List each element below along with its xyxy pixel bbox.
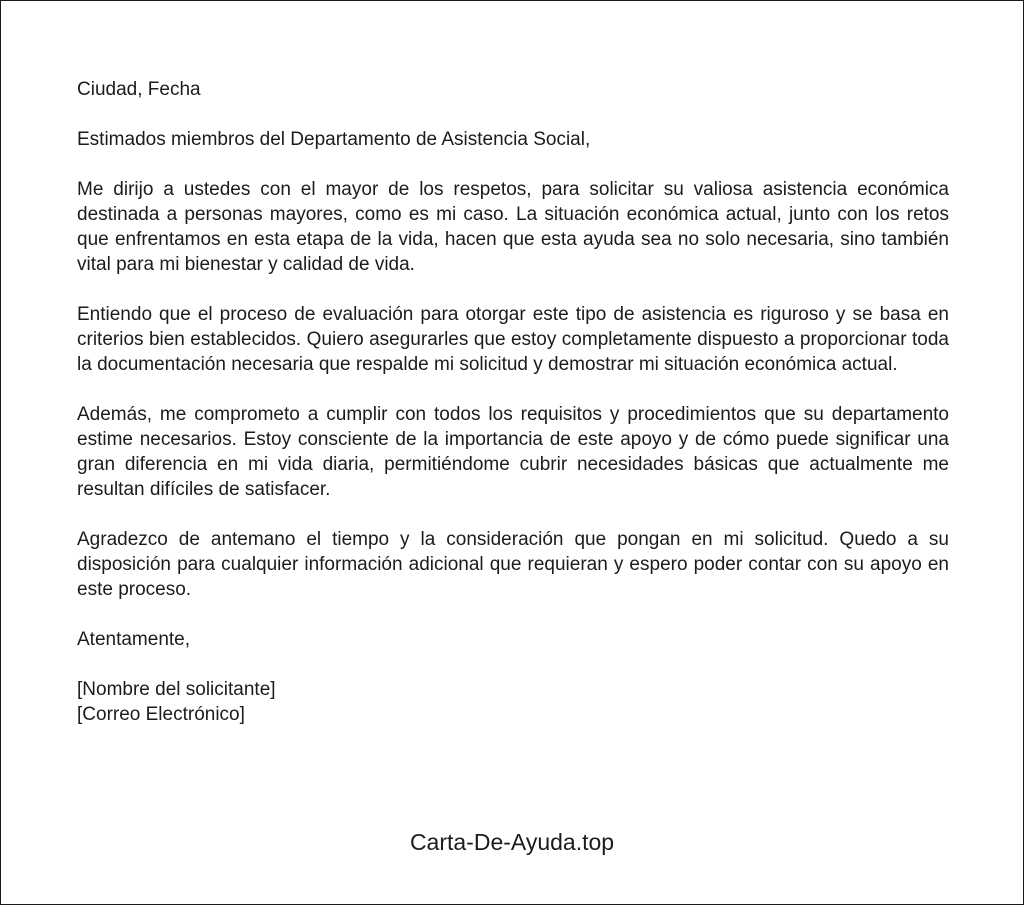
paragraph-thanks: Agradezco de antemano el tiempo y la consideración que pongan en mi solicitud. Quedo a su disposición para cualquier información adicional que requieran y espero poder contar con su apoyo en este proceso. <box>77 529 949 600</box>
salutation: Estimados miembros del Departamento de Asistencia Social, <box>77 129 591 150</box>
place-date: Ciudad, Fecha <box>77 79 201 100</box>
footer-site: Carta-De-Ayuda.top <box>409 829 615 855</box>
signature-email: [Correo Electrónico] <box>77 704 245 725</box>
closing: Atentamente, <box>77 629 191 650</box>
paragraph-commitment: Además, me comprometo a cumplir con todos los requisitos y procedimientos que su departamento estime necesarios. Estoy consciente de la importancia de este apoyo y de cómo puede significar una gran diferencia en mi vida diaria, permitiéndome cubrir necesidades básicas que actualmente me resultan difíciles de satisfacer. <box>77 404 949 500</box>
paragraph-request: Me dirijo a ustedes con el mayor de los respetos, para solicitar su valiosa asistencia económica destinada a personas mayores, como es mi caso. La situación económica actual, junto con los retos que enfrentamos en esta etapa de la vida, hacen que esta ayuda sea no solo necesaria, sino también vital para mi bienestar y calidad de vida. <box>77 179 949 275</box>
signature-name: [Nombre del solicitante] <box>77 679 276 700</box>
letter-body <box>77 77 949 727</box>
paragraph-evaluation: Entiendo que el proceso de evaluación para otorgar este tipo de asistencia es riguroso y se basa en criterios bien establecidos. Quiero asegurarles que estoy completamente dispuesto a proporcionar toda la documentación necesaria que respalde mi solicitud y demostrar mi situación económica actual. <box>77 304 949 375</box>
